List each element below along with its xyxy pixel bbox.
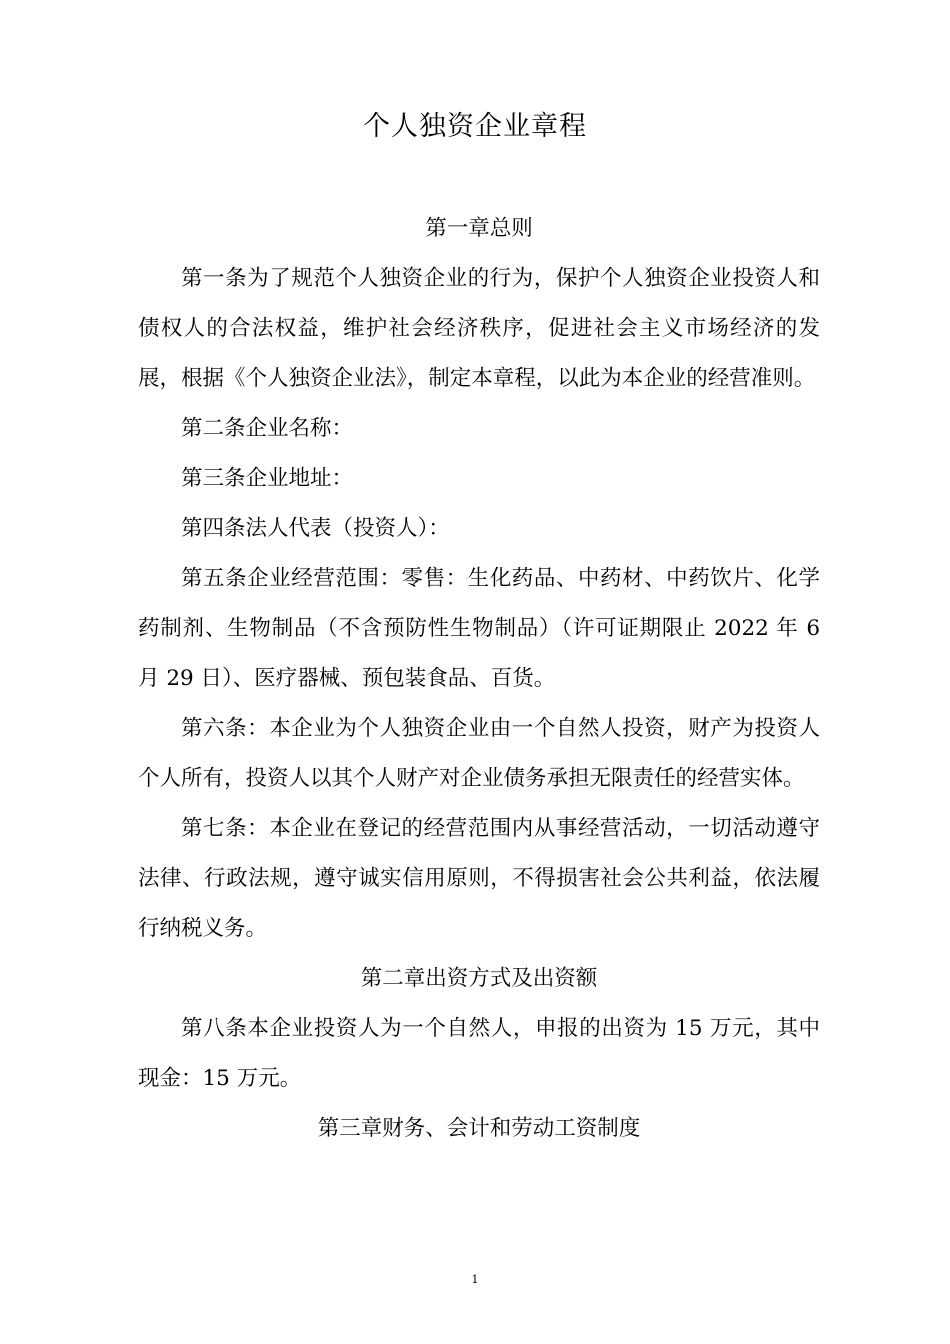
article-8: 第八条本企业投资人为一个自然人，申报的出资为 15 万元，其中现金：15 万元。 bbox=[138, 1016, 820, 1091]
article-4: 第四条法人代表（投资人）： bbox=[181, 516, 450, 541]
document-body bbox=[138, 204, 820, 1154]
article-1: 第一条为了规范个人独资企业的行为，保护个人独资企业投资人和债权人的合法权益，维护社会经济秩序，促进社会主义市场经济的发展，根据《个人独资企业法》，制定本章程，以此为本企业的经营准则。 bbox=[138, 266, 820, 391]
chapter-heading-1: 第一章总则 bbox=[425, 216, 533, 241]
document-title: 个人独资企业章程 bbox=[363, 111, 587, 142]
article-7: 第七条：本企业在登记的经营范围内从事经营活动，一切活动遵守法律、行政法规，遵守诚实信用原则，不得损害社会公共利益，依法履行纳税义务。 bbox=[138, 816, 820, 941]
article-6: 第六条：本企业为个人独资企业由一个自然人投资，财产为投资人个人所有，投资人以其个人财产对企业债务承担无限责任的经营实体。 bbox=[138, 716, 820, 791]
page-number: 1 bbox=[471, 1273, 479, 1286]
article-5: 第五条企业经营范围：零售：生化药品、中药材、中药饮片、化学药制剂、生物制品（不含预防性生物制品）（许可证期限止 2022 年 6 月 29 日）、医疗器械、预包装食品、百货。 bbox=[138, 566, 820, 691]
article-3: 第三条企业地址： bbox=[181, 466, 354, 491]
chapter-heading-2: 第二章出资方式及出资额 bbox=[360, 966, 598, 991]
chapter-heading-3: 第三章财务、会计和劳动工资制度 bbox=[317, 1116, 641, 1141]
article-2: 第二条企业名称： bbox=[181, 416, 354, 441]
